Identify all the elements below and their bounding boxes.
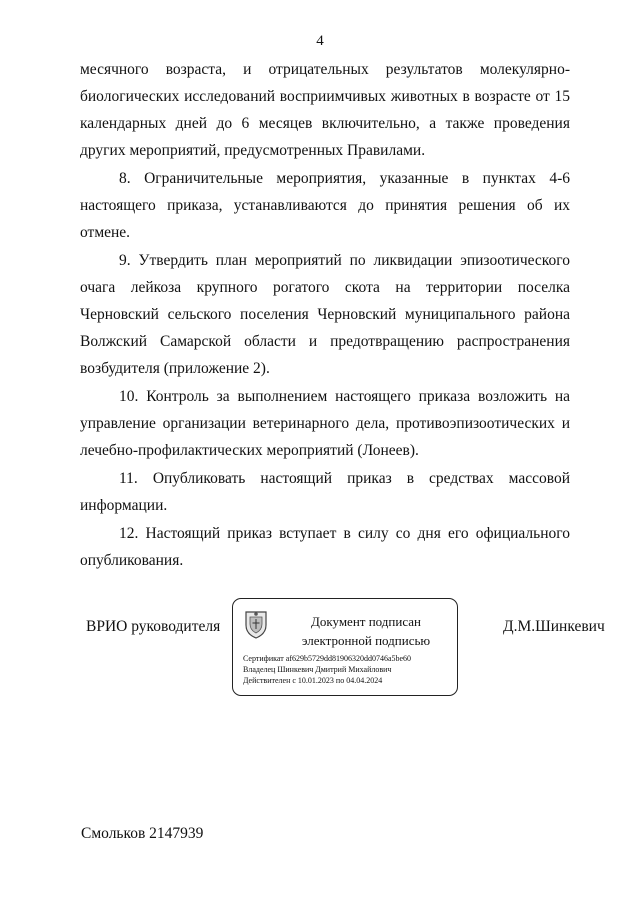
coat-of-arms-icon (243, 609, 269, 639)
document-body (80, 56, 570, 574)
signatory-position: ВРИО руководителя (86, 618, 221, 635)
paragraph-continuation: месячного возраста, и отрицательных результатов молекулярно-биологических исследований восприимчивых животных в возрасте от 15 календарных дней до 6 месяцев включительно, а также проведения других мероприятий, предусмотренных Правилами. (80, 61, 570, 159)
paragraph-12: 12. Настоящий приказ вступает в силу со дня его официального опубликования. (80, 525, 570, 569)
paragraph-9: 9. Утвердить план мероприятий по ликвидации эпизоотического очага лейкоза крупного рогатого скота на территории поселка Черновский сельского поселения Черновский муниципального района Волжский Самарской области и предотвращению распространения возбудителя (приложение 2). (80, 252, 570, 377)
executor-note: Смольков 2147939 (81, 825, 204, 842)
stamp-title-line-1: Документ подписан (311, 614, 421, 629)
signatory-name: Д.М.Шинкевич (503, 618, 605, 635)
page-number: 4 (316, 33, 324, 49)
stamp-title (277, 612, 455, 650)
stamp-validity: Действителен с 10.01.2023 по 04.04.2024 (243, 676, 383, 685)
stamp-details (243, 653, 411, 686)
paragraph-11: 11. Опубликовать настоящий приказ в средствах массовой информации. (80, 470, 570, 514)
stamp-owner: Владелец Шинкевич Дмитрий Михайлович (243, 665, 392, 674)
paragraph-8: 8. Ограничительные мероприятия, указанные в пунктах 4-6 настоящего приказа, устанавливаются до принятия решения об их отмене. (80, 170, 570, 241)
stamp-certificate: Сертификат af629b5729dd81906320dd0746a5be60 (243, 654, 412, 663)
stamp-title-line-2: электронной подписью (301, 633, 431, 648)
electronic-signature-stamp (232, 598, 458, 696)
paragraph-10: 10. Контроль за выполнением настоящего приказа возложить на управление организации ветеринарного дела, противоэпизоотических и лечебно-профилактических мероприятий (Лонеев). (80, 388, 570, 459)
